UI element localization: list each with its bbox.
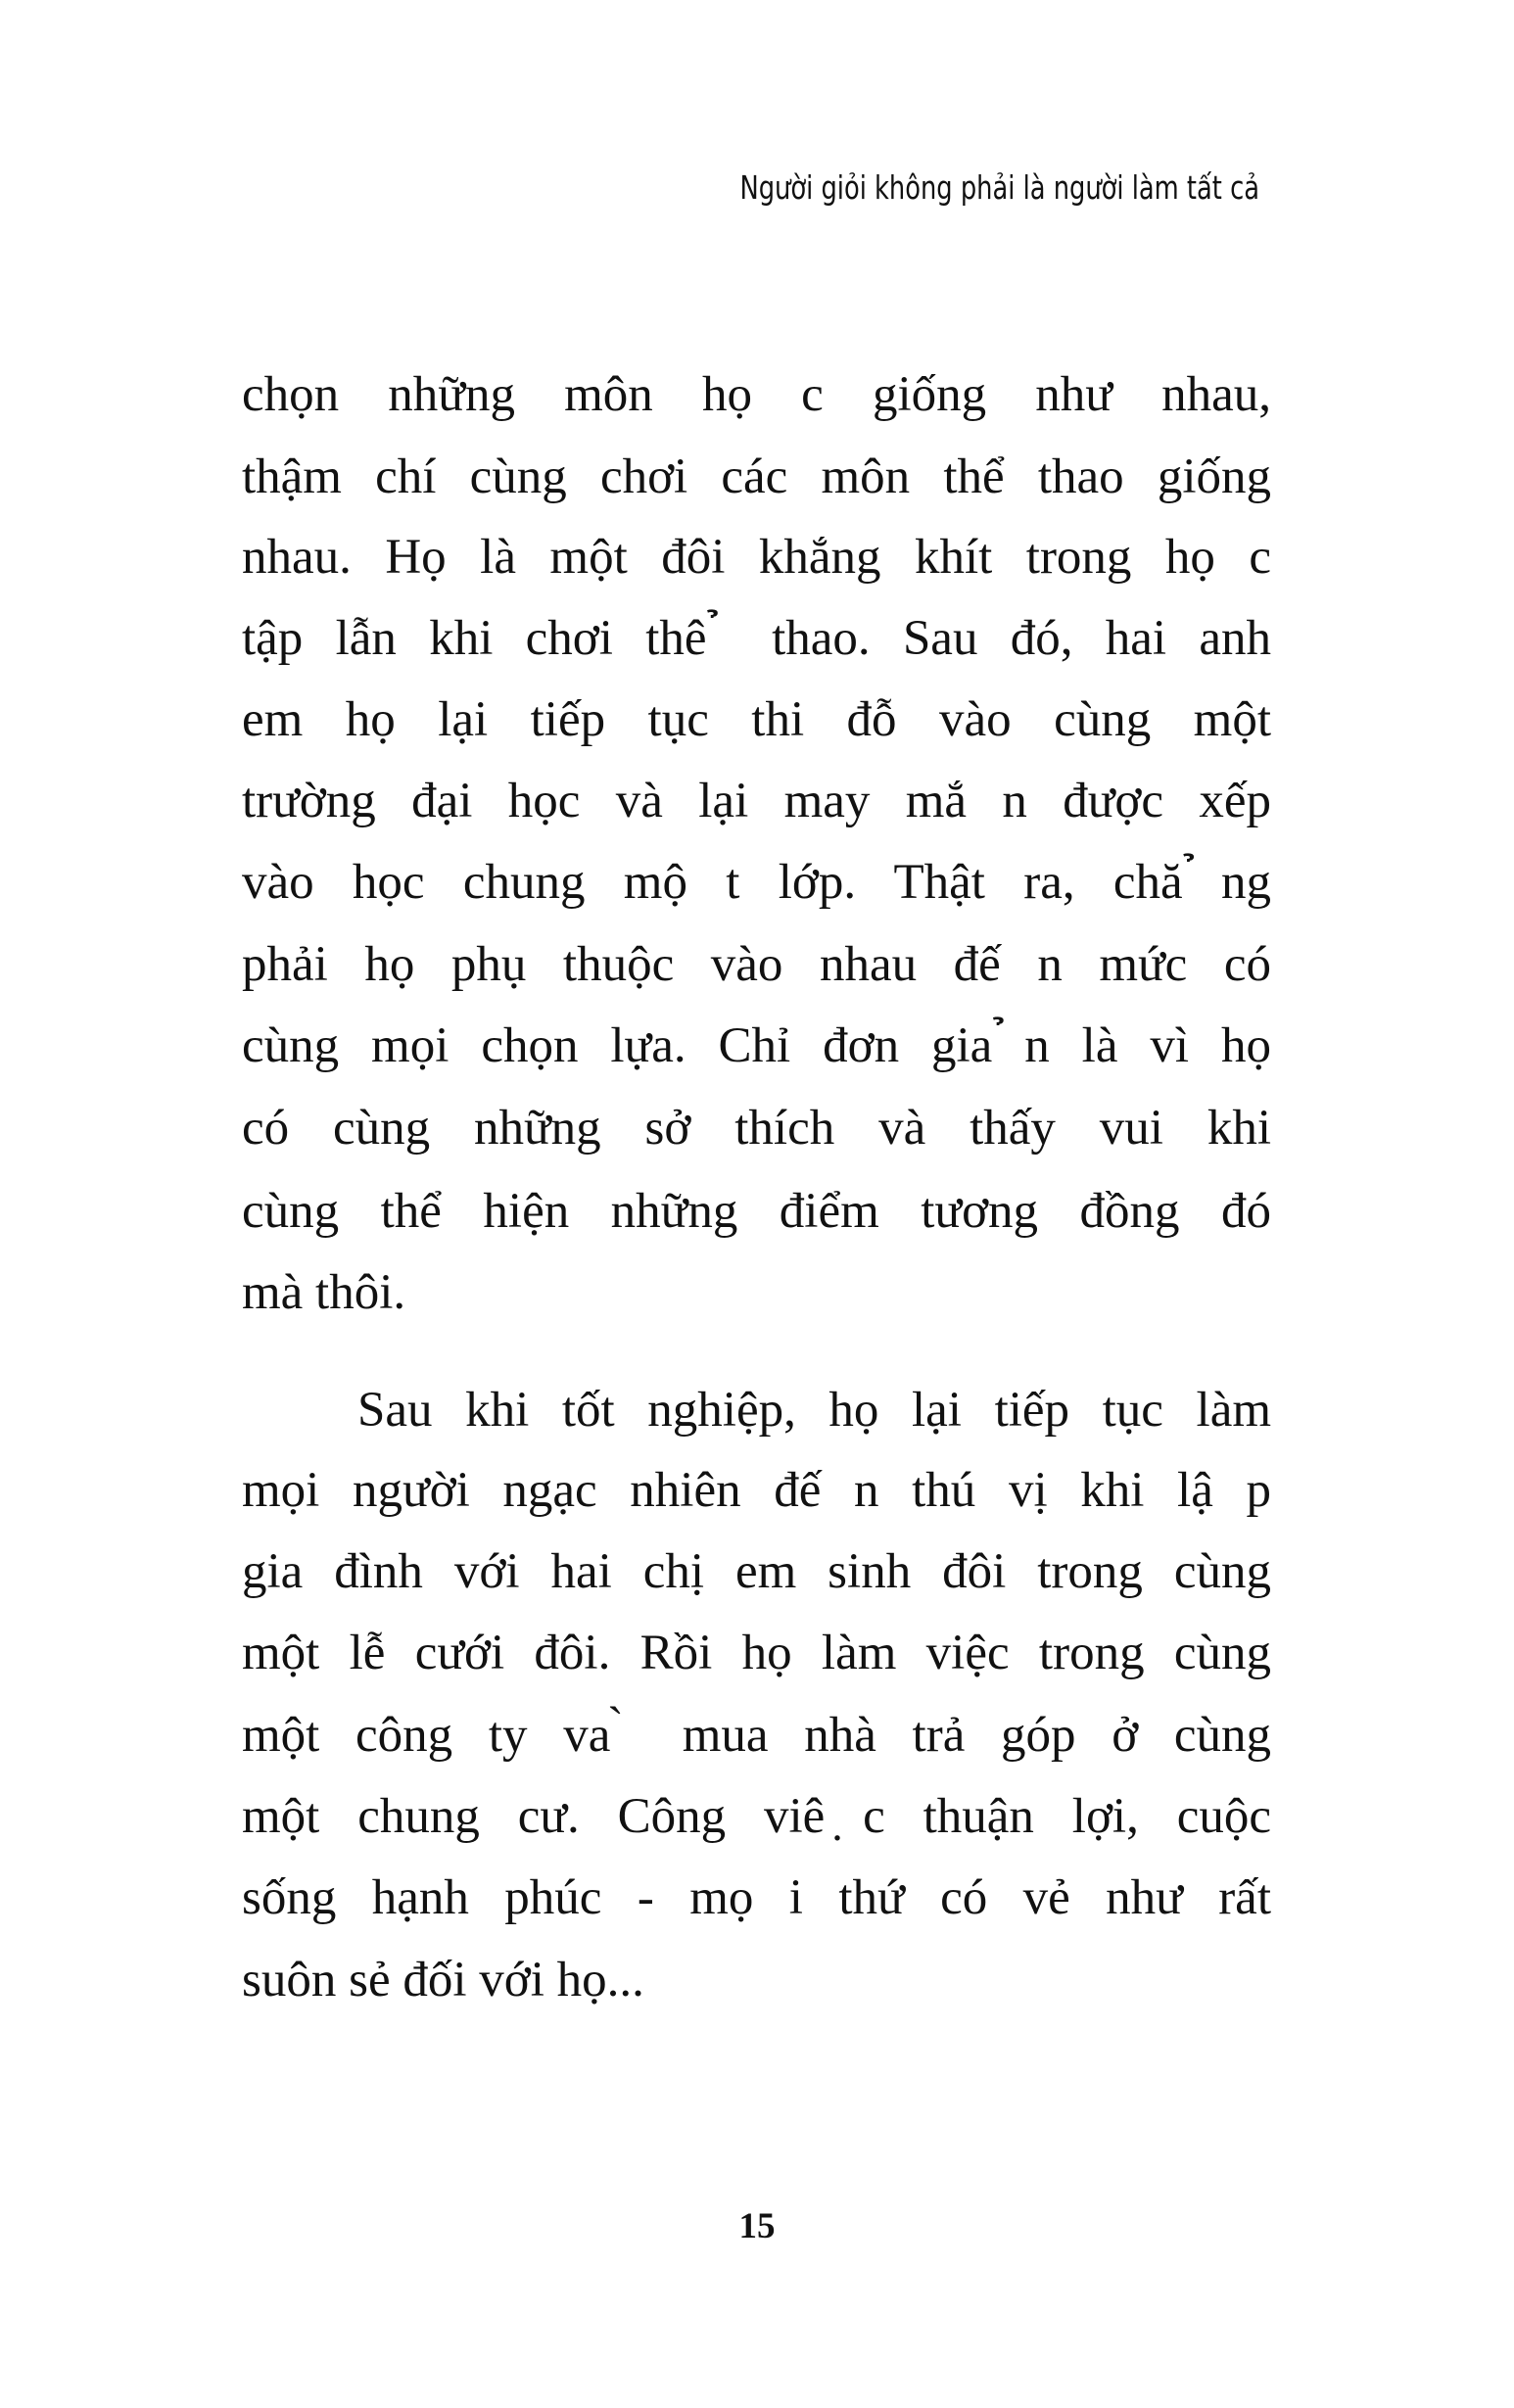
text-line: mọi người ngạc nhiên đế n thú vị khi lậ p: [242, 1463, 1271, 1518]
running-header: Người giỏi không phải là người làm tất cả: [739, 168, 1259, 207]
text-line: một chung cư. Công viê ̣c thuận lợi, cuộc: [242, 1789, 1271, 1844]
text-line: sống hạnh phúc - mọ i thứ có vẻ như rất: [242, 1870, 1271, 1925]
text-line: một lễ cưới đôi. Rồi họ làm việc trong cùng: [242, 1626, 1271, 1680]
text-line: chọn những môn họ c giống như nhau,: [242, 367, 1271, 422]
text-line: có cùng những sở thích và thấy vui khi: [242, 1101, 1271, 1156]
text-line: một công ty va ̀ mua nhà trả góp ở cùng: [242, 1708, 1271, 1763]
text-line: suôn sẻ đối với họ...: [242, 1953, 644, 2007]
text-line: cùng thể hiện những điểm tương đồng đó: [242, 1184, 1271, 1239]
text-line: cùng mọi chọn lựa. Chỉ đơn gia ̉n là vì họ: [242, 1018, 1271, 1073]
text-line: phải họ phụ thuộc vào nhau đế n mức có: [242, 937, 1271, 992]
text-line: em họ lại tiếp tục thi đỗ vào cùng một: [242, 692, 1271, 747]
text-line: Sau khi tốt nghiệp, họ lại tiếp tục làm: [357, 1383, 1271, 1438]
text-line: mà thôi.: [242, 1265, 406, 1320]
text-line: trường đại học và lại may mắ n được xếp: [242, 774, 1271, 828]
text-line: gia đình với hai chị em sinh đôi trong cùng: [242, 1544, 1271, 1599]
text-line: tập lẫn khi chơi thê ̉ thao. Sau đó, hai anh: [242, 611, 1271, 666]
text-line: vào học chung mộ t lớp. Thật ra, chă ̉ng: [242, 855, 1271, 910]
text-line: thậm chí cùng chơi các môn thể thao giống: [242, 449, 1271, 504]
page-number: 15: [738, 2206, 776, 2246]
text-line: nhau. Họ là một đôi khắng khít trong họ c: [242, 530, 1271, 585]
